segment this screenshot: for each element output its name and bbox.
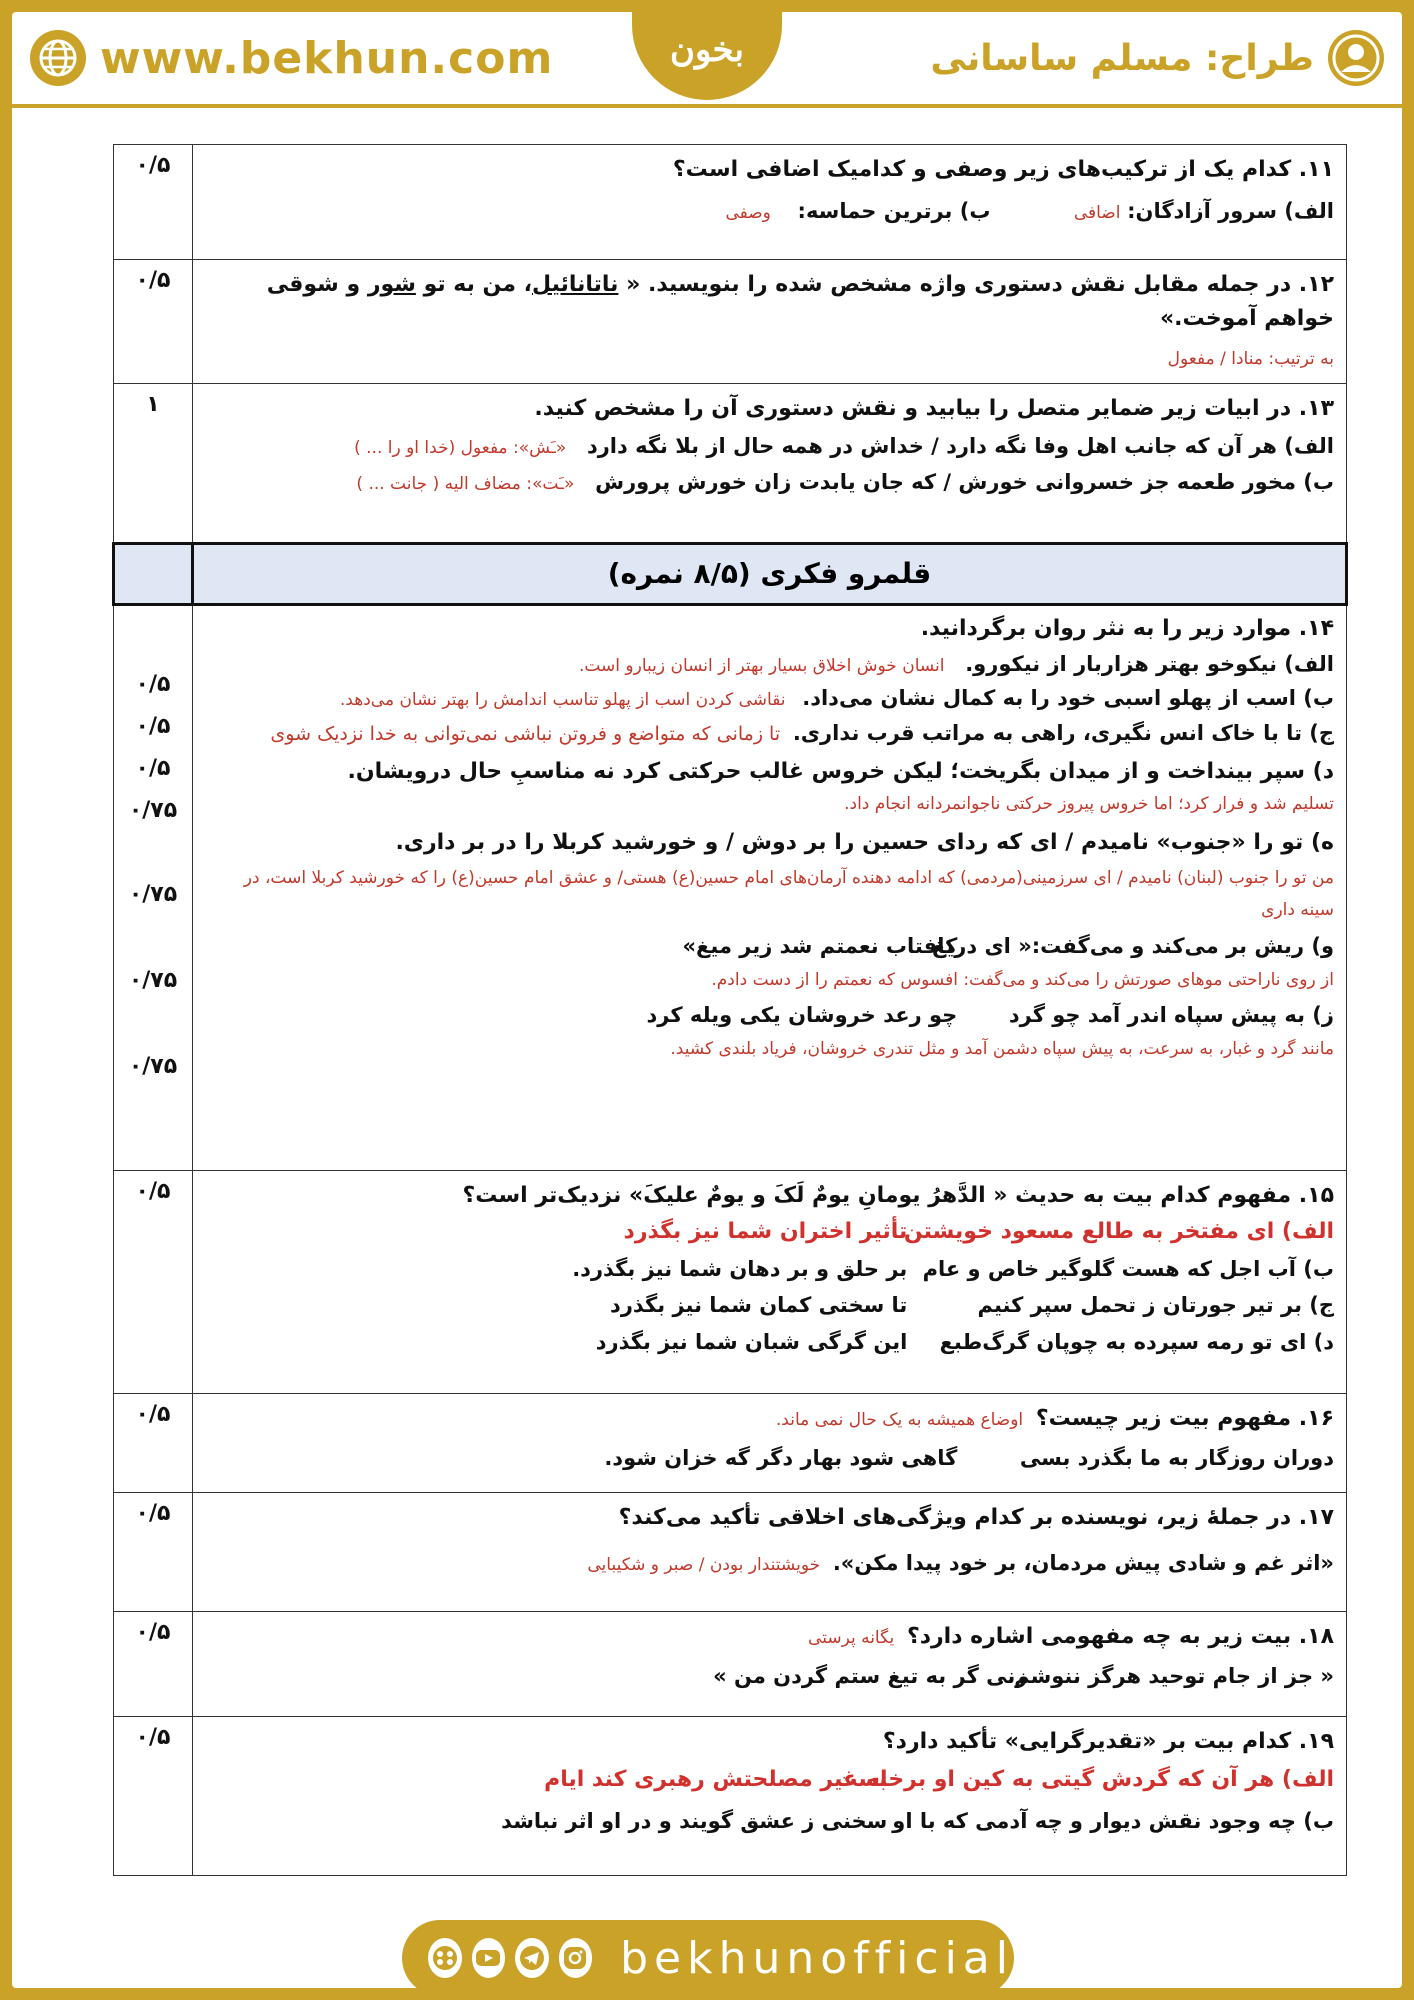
question-cell [193,1393,1347,1492]
answer: من تو را جنوب (لبنان) نامیدم / ای سرزمینی(مردمی) که ادامه دهنده آرمان‌های امام حسین(ع) هستی/ و عشق امام حسین(ع) را که خورشید کربلا است، در سینه داری [243,867,1334,921]
sentence-text: و شوقی خواهم آموخت.» [266,272,1334,332]
score-cell [114,604,193,1170]
section-score-cell [114,543,193,604]
logo-text: بخون [670,30,744,70]
score-cell: ۰/۵ [114,1393,193,1492]
score-item: ۰/۵ [135,671,171,697]
score-item: ۰/۷۵ [128,1053,178,1079]
answer: اضافی [1073,203,1121,224]
exam-table [112,144,1348,1876]
aparat-icon[interactable] [428,1938,462,1978]
question-title: ۱۴. موارد زیر را به نثر روان برگردانید. [920,615,1334,641]
youtube-icon[interactable] [472,1938,506,1978]
item-c: ج) تا با خاک انس نگیری، راهی به مراتب قرب نداری. [792,720,1334,745]
question-cell [193,1170,1347,1393]
score-item: ۰/۷۵ [128,797,178,823]
question-cell [193,1611,1347,1716]
question-title: ۱۱. کدام یک از ترکیب‌های زیر وصفی و کدامیک اضافی است؟ [672,157,1334,182]
option-a-correct: الف) هر آن که گردش گیتی به کین او برخاست [835,1766,1334,1792]
answer: وصفی [725,203,771,224]
instagram-icon[interactable] [559,1938,593,1978]
answer: تا زمانی که متواضع و فروتن نباشی نمی‌توانی به خدا نزدیک شوی [270,722,781,745]
question-row-11 [114,145,1347,260]
question-row-16 [114,1393,1347,1492]
marked-word: شور [367,272,416,297]
option-a-correct: الف) ای مفتخر به طالع مسعود خویشتن [903,1218,1334,1244]
option-b: سخنی ز عشق گویند و در او اثر نباشد [501,1808,888,1833]
verse-hemistich: چو رعد خروشان یکی ویله کرد [646,1003,958,1028]
verse-hemistich: دوران روزگار به ما بگذرد بسی [1019,1445,1334,1470]
answer: نقاشی کردن اسب از پهلو تناسب اندامش را بهتر نشان می‌دهد. [339,690,786,711]
answer: اوضاع همیشه به یک حال نمی ماند. [775,1409,1024,1430]
page-header [12,12,1402,108]
score-cell: ۰/۵ [114,1170,193,1393]
verse-hemistich: زنی گر به تیغ ستم گردن من » [713,1663,1028,1688]
score-item: ۰/۵ [135,755,171,781]
answer: خویشتندار بودن / صبر و شکیبایی [587,1554,821,1575]
option-a: الف) سرور آزادگان: [1127,199,1334,224]
option-c: تا سختی کمان شما نیز بگذرد [610,1293,908,1318]
social-handle[interactable]: bekhunofficial [620,1932,1014,1984]
answer: به ترتیب: منادا / مفعول [1167,349,1334,370]
question-row-15 [114,1170,1347,1393]
answer: مانند گرد و غبار، به سرعت، به پیش سپاه دشمن آمد و مثل تندری خروشان، فریاد بلندی کشید. [670,1038,1334,1059]
option-d: د) ای تو رمه سپرده به چوپان گرگ‌طبع [939,1329,1334,1354]
option-b: ب) برترین حماسه: [797,199,991,224]
answer: «ـَش»: مفعول (خدا او را ... ) [354,437,567,458]
question-title: ۱۶. مفهوم بیت زیر چیست؟ [1035,1405,1334,1431]
answer: از روی ناراحتی موهای صورتش را می‌کند و می‌گفت: افسوس که نعمتم را از دست دادم. [711,969,1334,990]
answer: تسلیم شد و فرار کرد؛ اما خروس پیروز حرکتی ناجوانمردانه انجام داد. [844,794,1334,815]
question-row-13 [114,383,1347,543]
section-title: قلمرو فکری (۸/۵ نمره) [193,543,1347,604]
option-a-correct: تأثیر اختران شما نیز بگذرد [623,1218,908,1244]
question-cell [193,260,1347,384]
verse-hemistich: کافتاب نعمتم شد زیر میغ» [682,934,958,959]
verse-hemistich: ز) به پیش سپاه اندر آمد چو گرد [1008,1003,1334,1028]
item-e: ه) تو را «جنوب» نامیدم / ای که ردای حسین را بر دوش / و خورشید کربلا را در بر داری. [395,829,1334,855]
score-cell: ۰/۵ [114,1492,193,1611]
score-item: ۰/۵ [135,713,171,739]
user-icon [1328,30,1384,86]
question-cell [193,604,1347,1170]
verse-hemistich: گاهی شود بهار دگر گه خزان شود. [604,1445,958,1470]
designer-name: طراح: مسلم ساسانی [930,37,1314,79]
question-row-19 [114,1716,1347,1875]
score-cell: ۰/۵ [114,145,193,260]
verse-hemistich: و) ریش بر می‌کند و می‌گفت:« ای دریغ [932,934,1334,959]
item-d: د) سپر بینداخت و از میدان بگریخت؛ لیکن خروس غالب حرکتی کرد نه مناسبِ حال درویشان. [347,759,1334,785]
item-a: الف) نیکوخو بهتر هزاربار از نیکورو. [965,651,1334,676]
question-cell [193,145,1347,260]
option-a-correct: به غیر مصلحتش رهبری کند ایام [544,1766,888,1792]
designer-credit [930,26,1384,90]
question-title: ۱۲. در جمله مقابل نقش دستوری واژه مشخص شده را بنویسید. « [618,272,1334,297]
question-row-14 [114,604,1347,1170]
question-cell [193,1492,1347,1611]
question-cell [193,383,1347,543]
option-d: این گرگی شبان شما نیز بگذرد [595,1329,908,1354]
item-b: ب) اسب از پهلو اسبی خود را به کمال نشان می‌داد. [802,686,1334,711]
brand-logo [632,0,782,100]
question-title: ۱۳. در ابیات زیر ضمایر متصل را بیابید و نقش دستوری آن را مشخص کنید. [534,395,1334,421]
option-b: ب) آب اجل که هست گلوگیر خاص و عام [922,1256,1334,1281]
quote-text: «اثر غم و شادی پیش مردمان، بر خود پیدا مکن». [832,1550,1334,1575]
verse: الف) هر آن که جانب اهل وفا نگه دارد / خداش در همه حال از بلا نگه دارد [586,433,1334,458]
question-title: ۱۸. بیت زیر به چه مفهومی اشاره دارد؟ [906,1623,1334,1649]
question-cell [193,1716,1347,1875]
question-row-17 [114,1492,1347,1611]
question-row-18 [114,1611,1347,1716]
globe-icon [30,30,86,86]
answer: یگانه پرستی [808,1627,895,1648]
score-cell: ۰/۵ [114,1716,193,1875]
site-link[interactable] [30,26,553,90]
telegram-icon[interactable] [515,1938,549,1978]
question-title: ۱۵. مفهوم کدام بیت به حدیث « الدَّهرُ یومانِ یومٌ لَکَ و یومٌ علیکَ» نزدیک‌تر است؟ [462,1182,1334,1208]
option-b: ب) چه وجود نقش دیوار و چه آدمی که با او [892,1808,1334,1833]
score-cell: ۰/۵ [114,260,193,384]
score-cell: ۱ [114,383,193,543]
option-c: ج) بر تیر جورتان ز تحمل سپر کنیم [977,1293,1334,1318]
score-item: ۰/۷۵ [128,967,178,993]
site-url[interactable]: www.bekhun.com [100,32,554,84]
score-cell: ۰/۵ [114,1611,193,1716]
answer: انسان خوش اخلاق بسیار بهتر از انسان زیبارو است. [578,655,945,676]
section-header-row [114,543,1347,604]
question-title: ۱۹. کدام بیت بر «تقدیرگرایی» تأکید دارد؟ [882,1728,1334,1754]
score-item: ۰/۷۵ [128,881,178,907]
verse: ب) مخور طعمه جز خسروانی خورش / که جان یابدت زان خورش پرورش [595,470,1334,495]
option-b: بر حلق و بر دهان شما نیز بگذرد. [572,1256,908,1281]
marked-word: ناتانائیل [531,272,619,297]
sentence-text: ، من به تو [415,272,532,297]
exam-page [12,12,1402,1988]
question-row-12 [114,260,1347,384]
question-title: ۱۷. در جملهٔ زیر، نویسنده بر کدام ویژگی‌های اخلاقی تأکید می‌کند؟ [618,1504,1334,1530]
social-footer [402,1920,1014,1996]
verse-hemistich: « جز از جام توحید هرگز ننوشم [1014,1663,1334,1688]
answer: «ـَت»: مضاف الیه ( جانت ... ) [356,474,575,495]
